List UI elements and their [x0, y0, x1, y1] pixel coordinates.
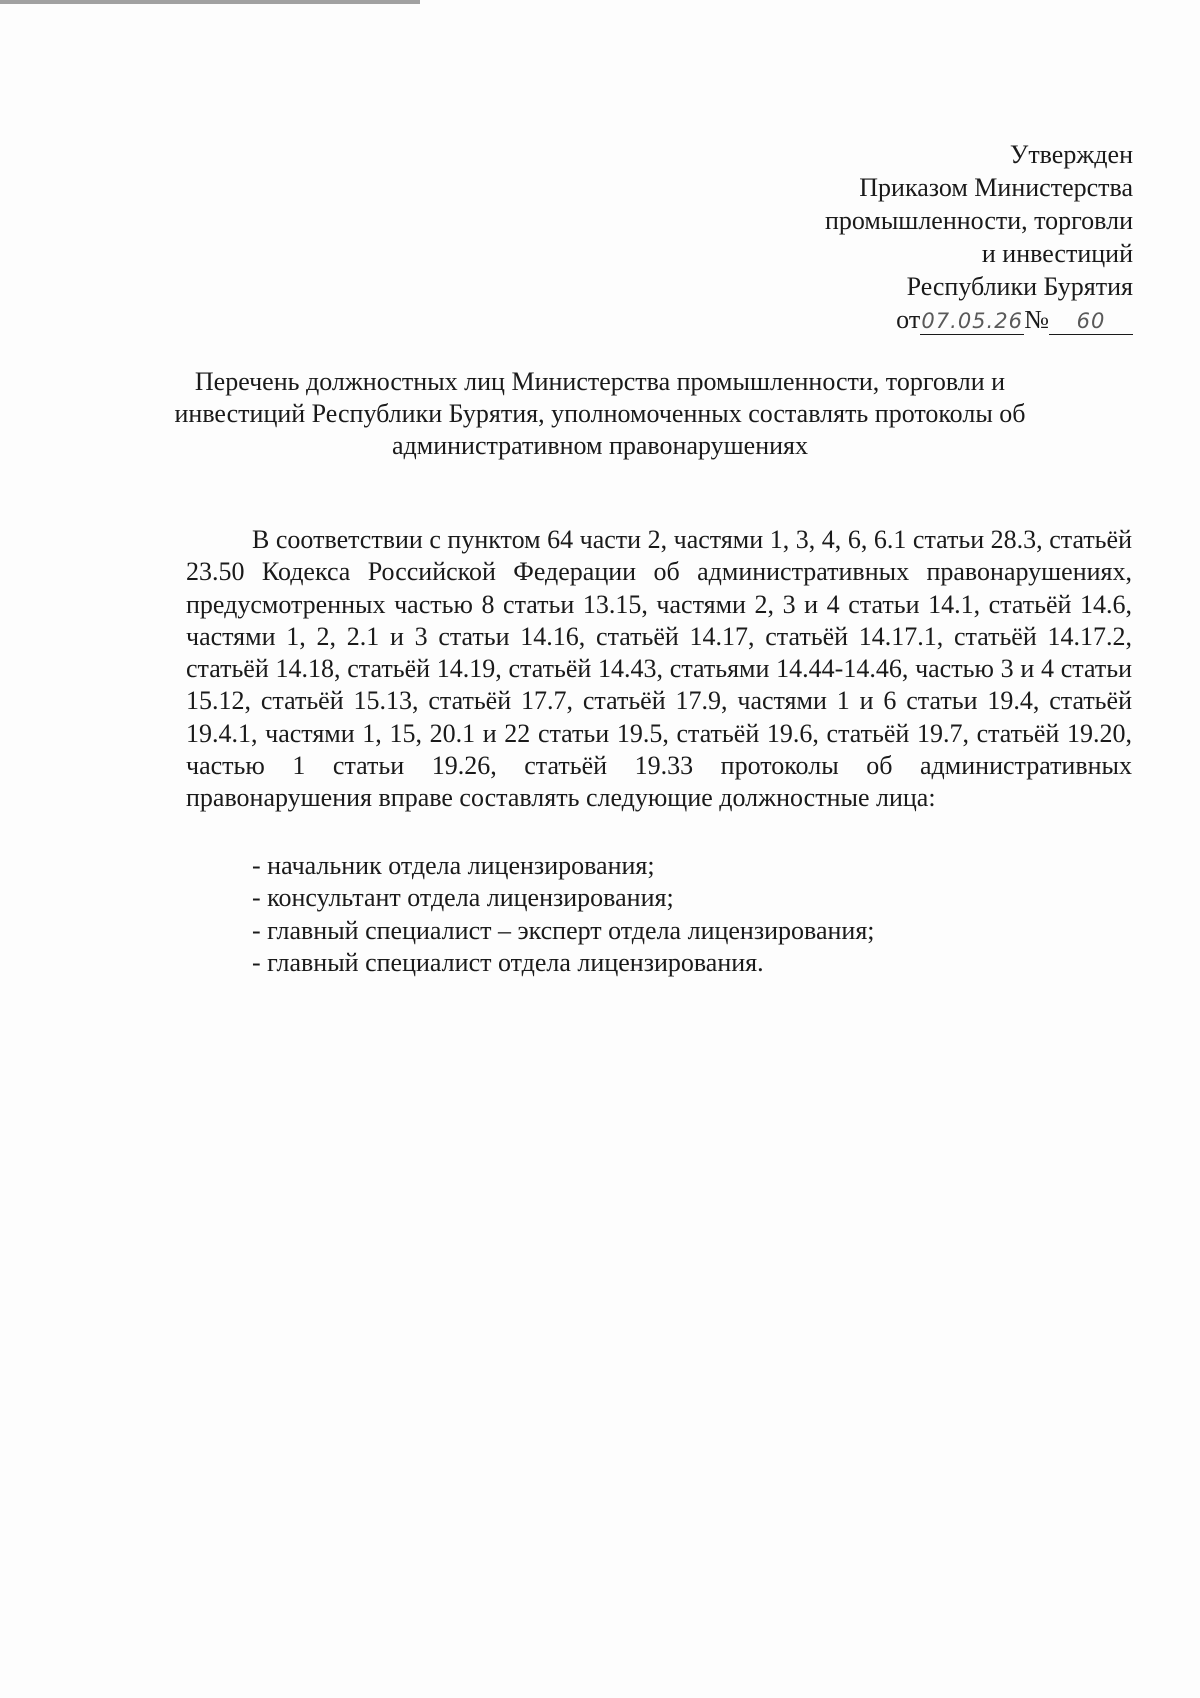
approval-block [825, 138, 1133, 336]
approval-line-4: и инвестиций [981, 239, 1133, 268]
approval-date-line [825, 303, 1133, 336]
date-blank [920, 307, 1024, 335]
number-blank [1049, 307, 1133, 335]
number-prefix: № [1024, 305, 1049, 334]
handwritten-date: 07.05.26 [921, 309, 1023, 333]
document-title: Перечень должностных лиц Министерства промышленности, торговли и инвестиций Республики Бурятия, уполномоченных составлять протоколы об административном правонарушениях [174, 367, 1026, 460]
officials-list [252, 850, 875, 979]
approval-line-3: промышленности, торговли [824, 206, 1133, 235]
approval-line-2: Приказом Министерства [859, 173, 1133, 202]
approval-line-1: Утвержден [1009, 140, 1133, 169]
list-item: - консультант отдела лицензирования; [252, 883, 674, 913]
handwritten-number: 60 [1076, 309, 1106, 333]
approval-line-5: Республики Бурятия [906, 272, 1133, 301]
list-item: - главный специалист – эксперт отдела лицензирования; [252, 915, 875, 945]
list-item: - главный специалист отдела лицензирования. [252, 947, 764, 977]
scan-edge-mark [0, 0, 420, 4]
date-prefix: от [896, 305, 921, 334]
list-item: - начальник отдела лицензирования; [252, 851, 655, 880]
body-paragraph: В соответствии с пунктом 64 части 2, частями 1, 3, 4, 6, 6.1 статьи 28.3, статьёй 23.50 Кодекса Российской Федерации об административных правонарушениях, предусмотренных частью 8 статьи 13.15, частями 2, 3 и 4 статьи 14.1, статьёй 14.6, частями 1, 2, 2.1 и 3 статьи 14.16, статьёй 14.17, статьёй 14.17.1, статьёй 14.17.2, статьёй 14.18, статьёй 14.19, статьёй 14.43, статьями 14.44-14.46, частью 3 и 4 статьи 15.12, статьёй 15.13, статьёй 17.7, статьёй 17.9, частями 1 и 6 статьи 19.4, статьёй 19.4.1, частями 1, 15, 20.1 и 22 статьи 19.5, статьёй 19.6, статьёй 19.7, статьёй 19.20, частью 1 статьи 19.26, статьёй 19.33 протоколы об административных правонарушения вправе составлять следующие должностные лица: [186, 525, 1132, 813]
